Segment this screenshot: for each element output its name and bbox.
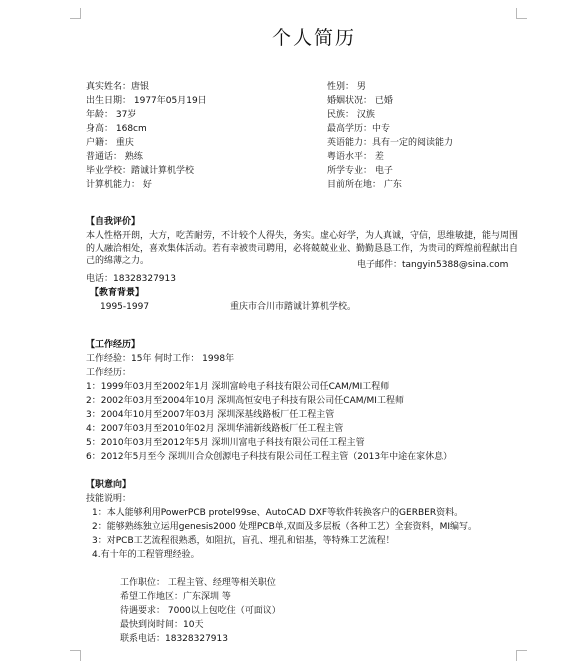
skill-item: 3：对PCB工艺流程很熟悉，如阻抗，盲孔、埋孔和铝基，等特殊工艺流程！ <box>92 536 395 546</box>
skill-item: 4.有十年的工程管理经验。 <box>92 550 200 560</box>
major-field: 所学专业： 电子 <box>327 166 393 176</box>
marital-field: 婚姻状况： 已婚 <box>327 96 393 106</box>
skill-item: 1：本人能够利用PowerPCB protel99se、AutoCAD DXF等软件转换客户的GERBER资料。 <box>92 508 464 518</box>
education-heading: 【教育背景】 <box>90 288 145 298</box>
ethnicity-field: 民族： 汉族 <box>327 110 375 120</box>
name-field: 真实姓名：唐银 <box>86 82 150 92</box>
hukou-field: 户籍： 重庆 <box>86 138 134 148</box>
education-school: 重庆市合川市踏诚计算机学校。 <box>230 302 357 312</box>
birth-field: 出生日期： 1977年05月19日 <box>86 96 207 106</box>
start-time: 最快到岗时间：10天 <box>120 620 204 630</box>
work-item: 5：2010年03月至2012年5月 深圳川富电子科技有限公司任工程主管 <box>86 438 365 448</box>
computer-skill-field: 计算机能力： 好 <box>86 180 152 190</box>
mandarin-field: 普通话： 熟练 <box>86 152 143 162</box>
skills-label: 技能说明： <box>86 494 132 504</box>
self-eval-text: 本人性格开朗，大方，吃苦耐劳，不计较个人得失，务实。虚心好学，为人真诚，守信，思维敏捷，能与周围的人融洽相处，喜欢集体活动。若有幸被贵司聘用，必将兢兢业业、勤勤恳恳工作，为贵司的辉煌前程献出自己的绵薄之力。 <box>86 231 519 266</box>
work-heading: 【工作经历】 <box>86 340 141 350</box>
crop-mark-bottom-left <box>70 650 81 661</box>
job-position: 工作职位： 工程主管、经理等相关职位 <box>120 578 276 588</box>
work-label: 工作经历： <box>86 368 132 378</box>
crop-mark-bottom-right <box>516 650 527 661</box>
contact-phone: 联系电话：18328327913 <box>120 634 228 644</box>
work-item: 1：1999年03月至2002年1月 深圳富岭电子科技有限公司任CAM/MI工程师 <box>86 382 390 392</box>
work-item: 2：2002年03月至2004年10月 深圳高恒安电子科技有限公司任CAM/MI工程师 <box>86 396 404 406</box>
intent-heading: 【职意向】 <box>86 480 132 490</box>
crop-mark-top-right <box>516 8 527 19</box>
education-period: 1995-1997 <box>100 302 150 312</box>
page-title: 个人简历 <box>272 27 357 49</box>
crop-mark-top-left <box>70 8 81 19</box>
height-field: 身高： 168cm <box>86 124 147 134</box>
phone-text: 电话：18328327913 <box>86 274 176 284</box>
skill-item: 2：能够熟练独立运用genesis2000 处理PCB单,双面及多层板（各种工艺）全套资料，MI编写。 <box>92 522 478 532</box>
work-item: 4：2007年03月至2010年02月 深圳华浦新线路板厂任工程主管 <box>86 424 344 434</box>
work-summary: 工作经验：15年 何时工作： 1998年 <box>86 354 235 364</box>
self-eval-heading: 【自我评价】 <box>86 217 141 227</box>
cantonese-field: 粤语水平： 差 <box>327 152 384 162</box>
work-item: 6：2012年5月至今 深圳川合众创源电子科技有限公司任工程主管（2013年中途在家休息） <box>86 452 453 462</box>
english-field: 英语能力：具有一定的阅读能力 <box>327 138 454 148</box>
salary: 待遇要求： 7000以上包吃住（可面议） <box>120 606 281 616</box>
school-field: 毕业学校：踏诚计算机学校 <box>86 166 195 176</box>
email-text: 电子邮件：tangyin5388@sina.com <box>357 260 509 270</box>
gender-field: 性别： 男 <box>327 82 366 92</box>
age-field: 年龄： 37岁 <box>86 110 137 120</box>
work-item: 3：2004年10月至2007年03月 深圳深基线路板厂任工程主管 <box>86 410 335 420</box>
location-field: 目前所在地： 广东 <box>327 180 402 190</box>
work-region: 希望工作地区：广东深圳 等 <box>120 592 231 602</box>
education-level-field: 最高学历：中专 <box>327 124 391 134</box>
